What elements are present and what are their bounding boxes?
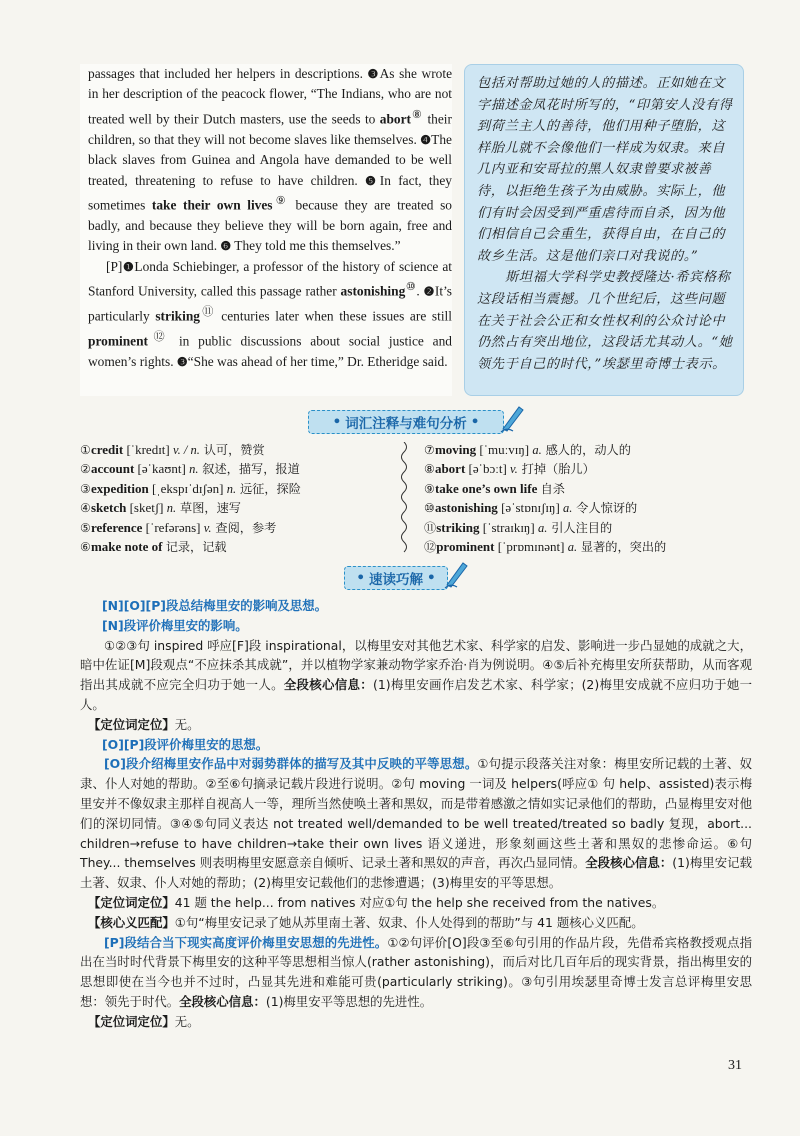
text: Londa Schiebinger, a professor of the history of science at Stanford University, called this passage rather (88, 258, 452, 299)
vocab-word: take their own lives (151, 197, 273, 213)
vocab-item (80, 479, 400, 498)
vocab-num: ⑩ (424, 501, 435, 516)
locator-line (80, 1012, 752, 1032)
english-passage (80, 64, 452, 396)
vocab-meaning: 远征，探险 (236, 481, 301, 496)
text: “She was ahead of her time,” Dr. Etheridge said. (187, 353, 448, 369)
vocab-meaning: 记录，记载 (165, 539, 227, 554)
vocab-item (80, 537, 400, 556)
match-line (80, 913, 752, 933)
sentence-marker: ❸ (176, 354, 188, 369)
vocab-pos: a. (563, 501, 573, 516)
footnote-mark: ⑨ (272, 194, 289, 207)
sentence-marker: ❷ (423, 284, 435, 299)
vocab-phonetic: [ˈstraɪkɪŋ] (479, 519, 538, 535)
locator-line (80, 715, 752, 735)
analysis-paragraph-n (80, 636, 752, 715)
text: As she wrote in her description of the peacock flower, “The Indians, who are not treated well by their Dutch masters, use the seeds to (88, 66, 453, 127)
core-label: 全段核心信息： (283, 677, 373, 693)
vocab-item (80, 518, 400, 537)
pen-icon (499, 403, 525, 433)
vocab-word: astonishing (340, 283, 406, 299)
vocab-item (424, 440, 744, 459)
vocab-meaning: 草图，速写 (176, 501, 241, 516)
text: (1)梅里安记载土著、奴隶、仆人对她的帮助；(2)梅里安记载他们的悲惨遭遇；(3)梅里安的平等思想。 (80, 855, 752, 891)
footnote-mark: ⑫ (148, 330, 171, 343)
analysis-paragraph-o (80, 754, 752, 893)
vocab-meaning: 自杀 (540, 481, 565, 496)
vocab-item (424, 459, 744, 478)
vocab-num: ⑥ (80, 539, 91, 554)
text: It’s particularly (88, 283, 453, 324)
vocab-item (424, 479, 744, 498)
analysis-heading: [O][P]段评价梅里安的思想。 (102, 736, 269, 752)
analysis-heading: [N][O][P]段总结梅里安的影响及思想。 (102, 598, 328, 613)
vocab-column-left (80, 440, 400, 556)
text: ①②句评价[O]段③至⑥句引用的作品片段，先借希宾格教授观点指出在当时时代背景下梅里安的这种平等思想相当惊人(rather astonishing)，而后对比几百年后的现实背景，指出梅里安的思想即使在当今也并不过时，凸显其先进和难能可贵(particularly striking)。③句引用埃瑟里奇博士发言总评梅里安思想：领先于时代。 (80, 934, 752, 1009)
footnote-mark: ⑧ (411, 108, 424, 121)
vocab-item (80, 440, 400, 459)
vocab-word: astonishing (434, 500, 498, 516)
analysis-paragraph-p (80, 933, 752, 1012)
vocab-word: abort (379, 111, 412, 127)
vocab-word: prominent (88, 333, 149, 349)
core-label: 全段核心信息： (179, 993, 266, 1009)
text: The black slaves from Guinea and Angola have demanded to be well treated, threatening to refuse to have children. (88, 131, 452, 188)
sentence-marker: ❸ (367, 67, 380, 81)
paragraph-label: [P] (106, 258, 123, 274)
vocab-item (80, 498, 400, 517)
vocab-meaning: 打掉（胎儿） (517, 462, 595, 477)
locator-label: 【定位词定位】 (88, 1013, 175, 1029)
vocab-pos: a. (532, 443, 542, 457)
analysis-heading: [N]段评价梅里安的影响。 (102, 617, 248, 633)
vocab-list (80, 440, 750, 558)
locator-label: 【定位词定位】 (88, 894, 175, 910)
vocab-column-right (424, 440, 744, 556)
translation-panel (464, 64, 744, 396)
locator-line (80, 893, 752, 913)
vocab-pos: v. (510, 462, 518, 477)
vocab-meaning: 认可，赞赏 (199, 443, 265, 457)
vocab-num: ③ (80, 481, 91, 496)
vocab-num: ② (80, 462, 91, 477)
vocab-pos: v. (203, 520, 212, 535)
vocab-pos: v. / n. (173, 443, 200, 457)
text: 无。 (174, 1013, 200, 1029)
sentence-marker: ❻ (220, 239, 232, 254)
text: in public discussions about social justice and women’s rights. (88, 333, 452, 369)
vocab-phonetic: [ˈprɒmɪnənt] (494, 538, 568, 554)
text: their children, so that they will not become slaves like themselves. (88, 111, 452, 147)
vocab-pos: a. (537, 520, 548, 535)
text: centuries later when these issues are still (215, 308, 452, 324)
pen-icon (443, 559, 469, 589)
text: 41 题 the help... from natives 对应①句 the help she received from the natives。 (174, 894, 665, 910)
vocab-word: reference (90, 519, 143, 535)
vocab-phonetic: [əˈbɔːt] (465, 461, 511, 477)
vocab-num: ⑧ (424, 462, 435, 477)
text: passages that included her helpers in descriptions. (88, 66, 368, 81)
vocab-section-banner: • 词汇注释与难句分析 • (308, 410, 504, 434)
vocab-item (424, 518, 744, 537)
vocab-word: account (90, 461, 135, 477)
vocab-meaning: 引人注目的 (547, 520, 613, 535)
locator-label: 【定位词定位】 (88, 716, 175, 732)
vocab-num: ⑤ (80, 520, 91, 535)
vocab-meaning: 显著的，突出的 (577, 539, 667, 554)
vocab-num: ⑨ (424, 481, 435, 496)
sentence-marker: ❺ (365, 173, 380, 188)
vocab-item (80, 459, 400, 478)
sub-heading: [O]段介绍梅里安作品中对弱势群体的描写及其中反映的平等思想。 (104, 756, 478, 772)
text: ①句“梅里安记录了她从苏里南土著、奴隶、仆人处得到的帮助”与 41 题核心义匹配。 (174, 914, 644, 930)
vocab-phonetic: [ˈrefərəns] (142, 519, 204, 535)
vocab-meaning: 感人的，动人的 (541, 443, 631, 457)
vocab-word: prominent (436, 538, 495, 554)
sentence-marker: ❹ (420, 132, 432, 147)
vocab-meaning: 令人惊讶的 (572, 501, 638, 516)
text: (1)梅里安画作启发艺术家、科学家；(2)梅里安成就不应归功于她一人。 (80, 677, 753, 712)
text: ①②③句 inspired 呼应[F]段 inspirational，以梅里安对其他艺术家、科学家的启发、影响进一步凸显她的成就之大，暗中佐证[M]段观点“不应抹杀其成就”，并以植物学家兼动物学家乔治·肖为例说明。④⑤后补充梅里安所获帮助，从而客观指出其成就不应完全归功于她一人。 (80, 637, 752, 693)
footnote-mark: ⑪ (199, 305, 216, 318)
divider-wave (398, 442, 410, 556)
vocab-phonetic: [əˈkaʊnt] (134, 461, 190, 477)
text: They told me this themselves.” (231, 238, 401, 254)
translation-paragraph-p: 斯坦福大学科学史教授隆达·希宾格称这段话相当震撼。几个世纪后，这些问题在关于社会公正和女性权利的公众讨论中仍然占有突出地位，这段话尤其动人。“她领先于自己的时代，”埃瑟里奇博士表示。 (477, 270, 733, 372)
text: because they are treated so badly, and because they believe they will be born again, free and living in their own land. (88, 197, 452, 254)
vocab-meaning: 查阅，参考 (211, 520, 277, 535)
vocab-num: ⑪ (424, 520, 437, 535)
vocab-word: striking (155, 308, 200, 324)
sub-heading: [P]段结合当下现实高度评价梅里安思想的先进性。 (104, 934, 388, 950)
vocab-phonetic: [ˈmuːvɪŋ] (476, 442, 533, 457)
banner-title: 速读巧解 (369, 572, 423, 588)
reading-section-banner: • 速读巧解 • (344, 566, 448, 590)
vocab-phonetic: [sketʃ] (126, 500, 167, 516)
vocab-num: ④ (80, 501, 91, 516)
sentence-marker: ❶ (122, 259, 135, 274)
vocab-word: expedition (90, 480, 149, 496)
vocab-phonetic: [ˌekspɪˈdɪʃən] (148, 480, 227, 496)
vocab-num: ⑫ (424, 539, 437, 554)
vocab-meaning: 叙述，描写，报道 (198, 462, 300, 477)
banner-title: 词汇注释与难句分析 (345, 416, 467, 432)
vocab-phonetic: [əˈstɒnɪʃɪŋ] (497, 500, 564, 516)
vocab-pos: a. (567, 539, 578, 554)
vocab-word: striking (436, 519, 480, 535)
vocab-word: moving (434, 442, 477, 457)
text: In fact, they sometimes (88, 172, 452, 213)
vocab-item (424, 537, 744, 556)
text: . (416, 283, 424, 299)
footnote-mark: ⑩ (405, 281, 417, 293)
passage-paragraph-o (88, 64, 452, 257)
text: ①句提示段落关注对象：梅里安所记载的土著、奴隶、仆人对她的帮助。②至⑥句摘录记载片段进行说明。②句 moving 一词及 helpers(呼应① 句 help、assisted)表示梅里安并不像奴隶主那样自视高人一等，理所当然使唤土著和黑奴，而是带着感激之情如实记录他们的帮助，凸显梅里安对他们的深切同情。③④⑤句同义表达 not treated well/demanded to be well treated/treated so badly 复现，abort... children→refuse to have children→take their own lives 语义递进，形象刻画这些土著和黑奴的悲惨命运。⑥句 They... themselves 则表明梅里安愿意亲自倾听、记录土著和黑奴的声音，再次凸显同情。 (80, 756, 753, 871)
vocab-item (424, 498, 744, 517)
vocab-pos: n. (166, 501, 177, 516)
vocab-word: credit (90, 442, 124, 457)
vocab-pos: n. (226, 481, 237, 496)
analysis-section (80, 596, 752, 1032)
vocab-phonetic: [ˈkredɪt] (123, 442, 173, 457)
text: 无。 (174, 716, 200, 732)
vocab-num: ① (80, 443, 91, 457)
vocab-word: sketch (90, 500, 127, 516)
vocab-num: ⑦ (424, 443, 435, 457)
core-label: 全段核心信息： (585, 855, 673, 871)
page-number: 31 (728, 1058, 742, 1073)
vocab-pos: n. (189, 462, 199, 477)
passage-paragraph-p (88, 257, 452, 372)
match-label: 【核心义匹配】 (88, 914, 175, 930)
translation-paragraph-o: 包括对帮助过她的人的描述。正如她在文字描述金凤花时所写的，“印第安人没有得到荷兰主人的善待，他们用种子堕胎，这样胎儿就不会像他们一样成为奴隶。来自几内亚和安哥拉的黑人奴隶曾要求被善待，以拒绝生孩子为由威胁。实际上，他们有时会因受到严重虐待而自杀，因为他们相信自己会重生，获得自由，在自己的故乡生活。这是他们亲口对我说的。” (477, 76, 733, 264)
vocab-word: abort (434, 461, 466, 477)
text: (1)梅里安平等思想的先进性。 (265, 993, 433, 1009)
vocab-word: take one’s own life (434, 480, 538, 496)
vocab-word: make note of (90, 538, 163, 554)
